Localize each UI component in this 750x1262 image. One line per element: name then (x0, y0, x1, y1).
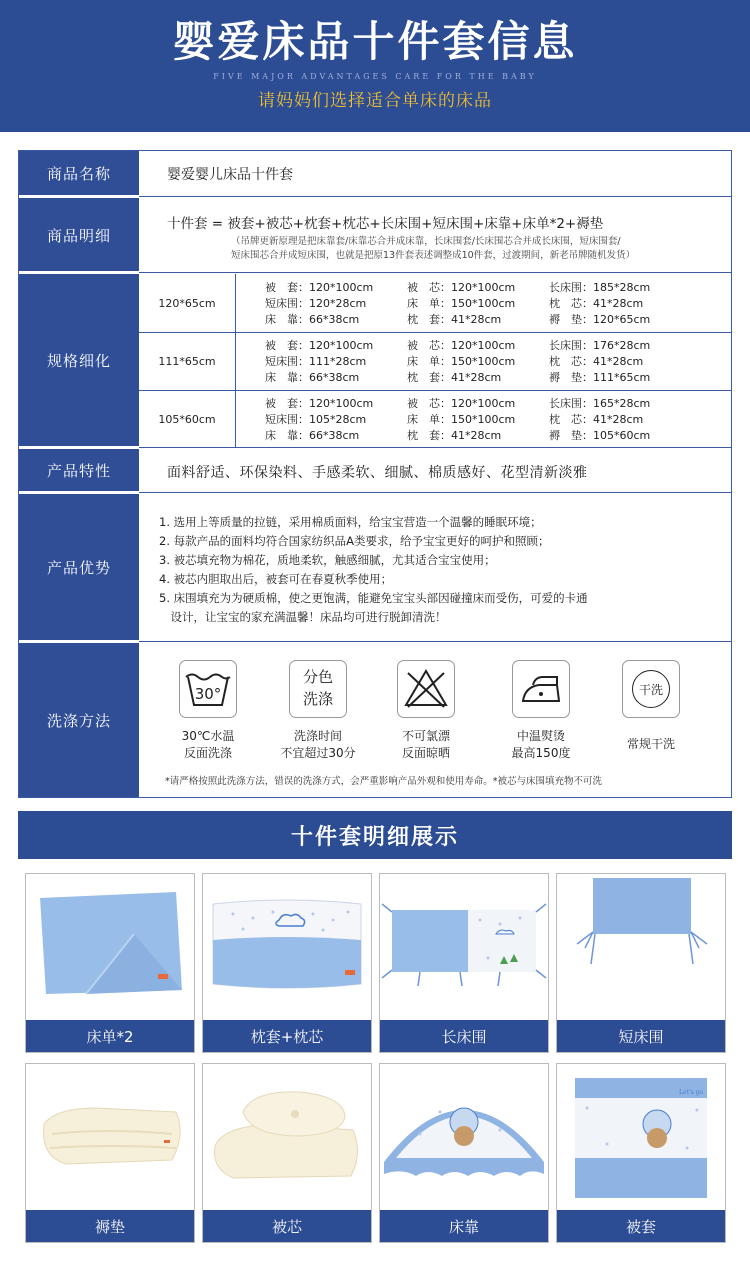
label-product-name: 商品名称 (19, 151, 139, 196)
advantage-line: 5. 床围填充为为硬质棉，使之更饱满，能避免宝宝头部因碰撞床而受伤，可爱的卡通 (159, 591, 588, 605)
dry-clean-text: 干洗 (632, 670, 670, 708)
spec-cell: 床 靠：66*38cm (265, 371, 360, 384)
spec-cell: 短床围：111*28cm (265, 355, 367, 368)
spec-size-1: 120*65cm (158, 296, 216, 310)
advantage-line: 设计，让宝宝的家充满温馨！床品均可进行脱卸清洗！ (159, 610, 447, 624)
spec-cell: 床 靠：66*38cm (265, 429, 360, 442)
card-label: 被芯 (203, 1210, 371, 1242)
wash-caption-line: 不可氯漂 (401, 729, 450, 743)
wash-30-icon (179, 660, 237, 718)
feature-value: 面料舒适、环保染料、手感柔软、细腻、棉质感好、花型清新淡雅 (167, 465, 588, 481)
spec-cell: 长床围：165*28cm (549, 397, 651, 410)
separate-wash-text-2: 洗涤 (302, 690, 333, 708)
card-label: 被套 (557, 1210, 725, 1242)
svg-text:Let's go: Let's go (679, 1089, 704, 1096)
label-product-detail: 商品明细 (19, 198, 139, 272)
product-card-quilt-core[interactable] (202, 1063, 372, 1243)
product-card-long-bumper[interactable] (379, 873, 549, 1053)
separate-wash-icon (289, 660, 347, 718)
page-title: 婴爱床品十件套信息 (172, 17, 578, 66)
gallery-title: 十件套明细展示 (18, 811, 732, 859)
label-spec: 规格细化 (19, 274, 139, 447)
wash-caption-line: 最高150度 (511, 746, 571, 760)
card-label: 床靠 (380, 1210, 548, 1242)
spec-cell: 枕 套：41*28cm (407, 371, 502, 384)
wash-caption-line: 30℃水温 (181, 729, 235, 743)
spec-cell: 被 套：120*100cm (265, 397, 374, 410)
header-banner (0, 0, 750, 132)
spec-cell: 床 单：150*100cm (407, 413, 516, 426)
wash-caption-line: 中温熨烫 (516, 729, 565, 743)
spec-cell: 长床围：185*28cm (549, 281, 651, 294)
separate-wash-text-1: 分色 (302, 668, 333, 686)
wash-caption-line: 反面晾晒 (401, 746, 450, 760)
wash-note: *请严格按照此洗涤方法，错误的洗涤方式，会严重影响产品外观和使用寿命。*被芯与床围填充物不可洗 (165, 776, 603, 787)
subtitle-en: FIVE MAJOR ADVANTAGES CARE FOR THE BABY (213, 72, 537, 81)
spec-cell: 褥 垫：111*65cm (549, 371, 651, 384)
quilt-core-image (203, 1064, 371, 1206)
short-bumper-image (557, 874, 725, 1016)
quilt-cover-image (557, 1064, 725, 1206)
advantage-line: 1. 选用上等质量的拉链，采用棉质面料，给宝宝营造一个温馨的睡眠环境； (159, 515, 542, 529)
label-advantage: 产品优势 (19, 494, 139, 641)
spec-cell: 枕 芯：41*28cm (549, 297, 644, 310)
spec-cell: 被 芯：120*100cm (407, 281, 516, 294)
spec-cell: 被 芯：120*100cm (407, 339, 516, 352)
pillow-image (203, 874, 371, 1016)
product-card-headboard[interactable] (379, 1063, 549, 1243)
spec-size-2: 111*65cm (158, 355, 216, 368)
iron-medium-icon (512, 660, 570, 718)
card-label: 枕套+枕芯 (203, 1020, 371, 1052)
spec-cell: 枕 套：41*28cm (407, 313, 502, 326)
product-detail-note-2: 短床围芯合并成短床围，也就是把原13件套表述调整成10件套，过渡期间，新老吊牌随机发货） (231, 250, 636, 261)
spec-cell: 床 单：150*100cm (407, 355, 516, 368)
no-bleach-icon (397, 660, 455, 718)
card-label: 褥垫 (26, 1210, 194, 1242)
product-card-sheet[interactable] (25, 873, 195, 1053)
product-detail-note-1: （吊牌更新原理是把床靠套/床靠芯合并成床靠，长床围套/长床围芯合并成长床围，短床围套/ (231, 236, 621, 247)
dry-clean-icon (622, 660, 680, 718)
product-card-short-bumper[interactable] (556, 873, 726, 1053)
spec-cell: 褥 垫：120*65cm (549, 313, 651, 326)
wash-caption-line: 常规干洗 (626, 737, 675, 751)
product-card-quilt-cover[interactable] (556, 1063, 726, 1243)
spec-cell: 被 套：120*100cm (265, 281, 374, 294)
spec-cell: 床 靠：66*38cm (265, 313, 360, 326)
spec-size-3: 105*60cm (158, 412, 216, 426)
spec-cell: 被 芯：120*100cm (407, 397, 516, 410)
spec-cell: 床 单：150*100cm (407, 297, 516, 310)
spec-cell: 枕 芯：41*28cm (549, 355, 644, 368)
label-wash: 洗涤方法 (19, 643, 139, 797)
product-card-pillow[interactable] (202, 873, 372, 1053)
spec-cell: 枕 套：41*28cm (407, 429, 502, 442)
wash-caption (596, 736, 706, 753)
long-bumper-image (380, 874, 548, 1016)
wash-caption (486, 728, 596, 762)
wash-caption-line: 不宜超过30分 (280, 746, 356, 760)
wash-caption-line: 洗涤时间 (293, 729, 342, 743)
product-info-table (18, 150, 732, 798)
wash-caption-line: 反面洗涤 (183, 746, 232, 760)
label-feature: 产品特性 (19, 449, 139, 492)
product-detail-value: 十件套 = 被套+被芯+枕套+枕芯+长床围+短床围+床靠+床单*2+褥垫 (167, 216, 604, 232)
mattress-pad-image (26, 1064, 194, 1206)
card-label: 床单*2 (26, 1020, 194, 1052)
wash-30-text: 30° (194, 685, 222, 703)
spec-cell: 短床围：120*28cm (265, 297, 367, 310)
card-label: 短床围 (557, 1020, 725, 1052)
wash-caption (371, 728, 481, 762)
card-label: 长床围 (380, 1020, 548, 1052)
spec-cell: 枕 芯：41*28cm (549, 413, 644, 426)
sheet-image (26, 874, 194, 1016)
spec-cell: 长床围：176*28cm (549, 339, 651, 352)
product-name-value: 婴爱婴儿床品十件套 (167, 167, 293, 183)
spec-cell: 被 套：120*100cm (265, 339, 374, 352)
spec-cell: 褥 垫：105*60cm (549, 429, 651, 442)
subtitle-cn: 请妈妈们选择适合单床的床品 (258, 91, 492, 111)
advantage-line: 2. 每款产品的面料均符合国家纺织品A类要求，给予宝宝更好的呵护和照顾； (159, 534, 550, 548)
wash-caption (153, 728, 263, 762)
wash-caption (263, 728, 373, 762)
headboard-image (380, 1064, 548, 1206)
advantage-line: 4. 被芯内胆取出后，被套可在春夏秋季使用； (159, 572, 393, 586)
spec-cell: 短床围：105*28cm (265, 413, 367, 426)
advantage-line: 3. 被芯填充物为棉花，质地柔软，触感细腻，尤其适合宝宝使用； (159, 553, 496, 567)
product-card-mattress-pad[interactable] (25, 1063, 195, 1243)
